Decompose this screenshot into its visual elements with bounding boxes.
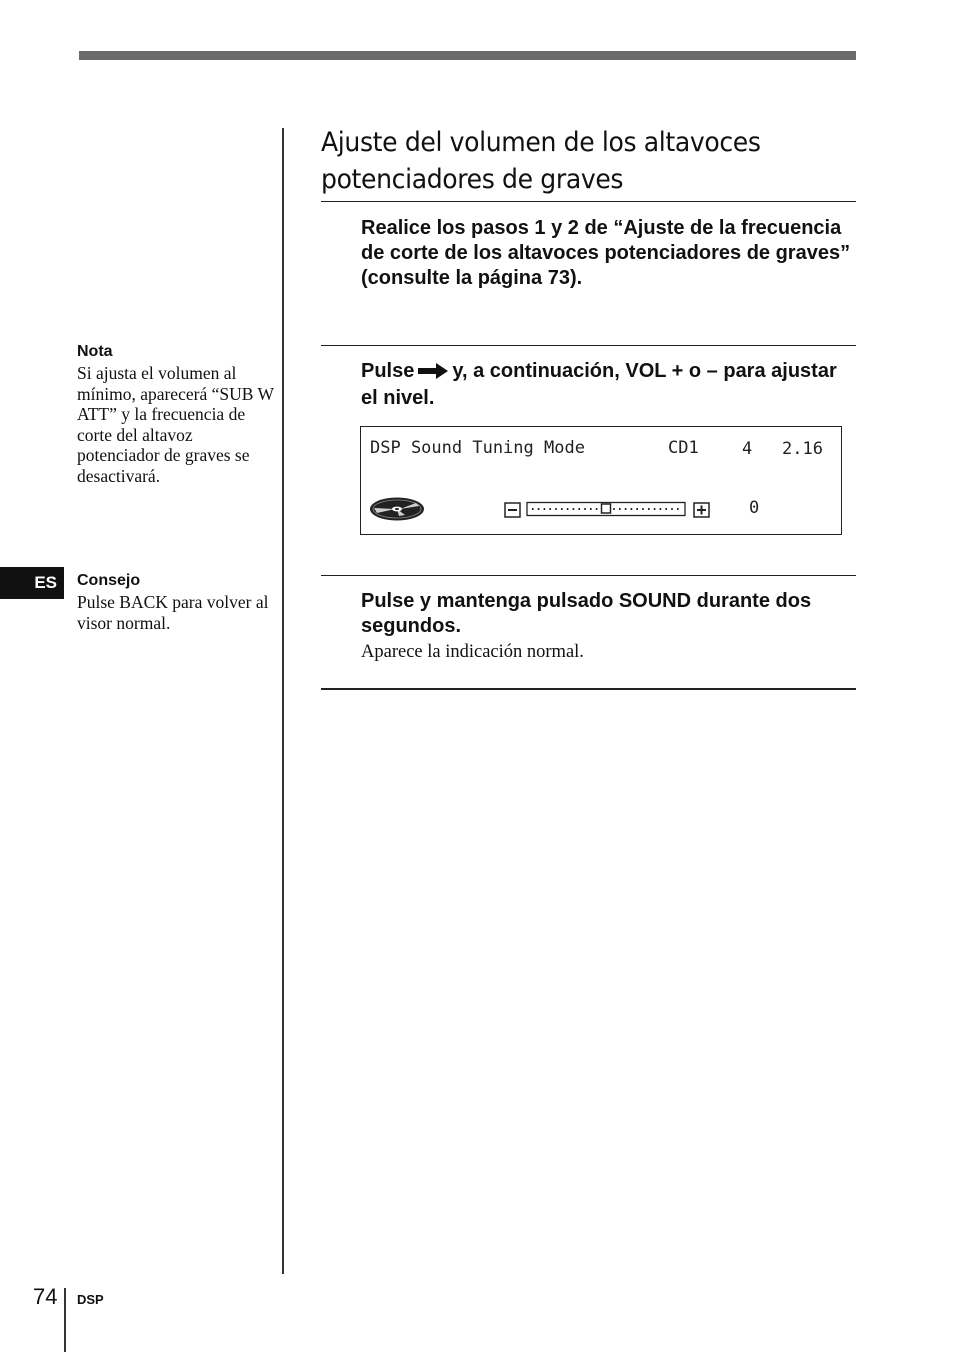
disc-icon: [369, 496, 425, 522]
lcd-track-time: 2.16: [782, 439, 823, 459]
footer-section-label: DSP: [77, 1292, 104, 1307]
step-2-heading: [361, 359, 851, 411]
plus-icon: [694, 503, 709, 517]
lcd-source: CD1: [668, 438, 699, 458]
language-tab: ES: [0, 567, 64, 599]
step-1-heading: Realice los pasos 1 y 2 de “Ajuste de la frecuencia de corte de los altavoces potenciadores de graves” (consulte la página 73).: [361, 217, 851, 289]
page-title: Ajuste del volumen de los altavoces potenciadores de graves: [321, 127, 761, 195]
note-text: Si ajusta el volumen al mínimo, aparecerá “SUB W ATT” y la frecuencia de corte del altavoz potenciador de graves se desactivará.: [77, 363, 274, 486]
right-arrow-icon: [418, 361, 448, 386]
tip-text: Pulse BACK para volver al visor normal.: [77, 592, 269, 633]
note-label: Nota: [77, 343, 113, 360]
footer-divider: [64, 1288, 66, 1352]
step-3-body: Aparece la indicación normal.: [361, 642, 584, 662]
title-rule: [321, 201, 856, 202]
step-2-text-pre: Pulse: [361, 360, 415, 382]
level-bar: [504, 500, 712, 520]
level-marker: [602, 504, 611, 513]
section-end-rule: [321, 688, 856, 690]
step-2-rule: [321, 575, 856, 576]
tip-label: Consejo: [77, 572, 141, 589]
lcd-mode-text: DSP Sound Tuning Mode: [370, 438, 585, 458]
step-1-rule: [321, 345, 856, 346]
minus-icon: [505, 503, 520, 517]
page-number: 74: [33, 1284, 58, 1309]
lcd-disc-number: 4: [742, 439, 753, 459]
header-bar: [79, 51, 856, 60]
step-3-heading: Pulse y mantenga pulsado SOUND durante dos segundos.: [361, 590, 812, 637]
column-divider: [282, 128, 284, 1274]
step-2-text-post: y, a continuación, VOL + o – para ajustar el nivel.: [361, 360, 837, 409]
lcd-display: [360, 426, 842, 535]
lcd-level-value: 0: [749, 498, 760, 518]
